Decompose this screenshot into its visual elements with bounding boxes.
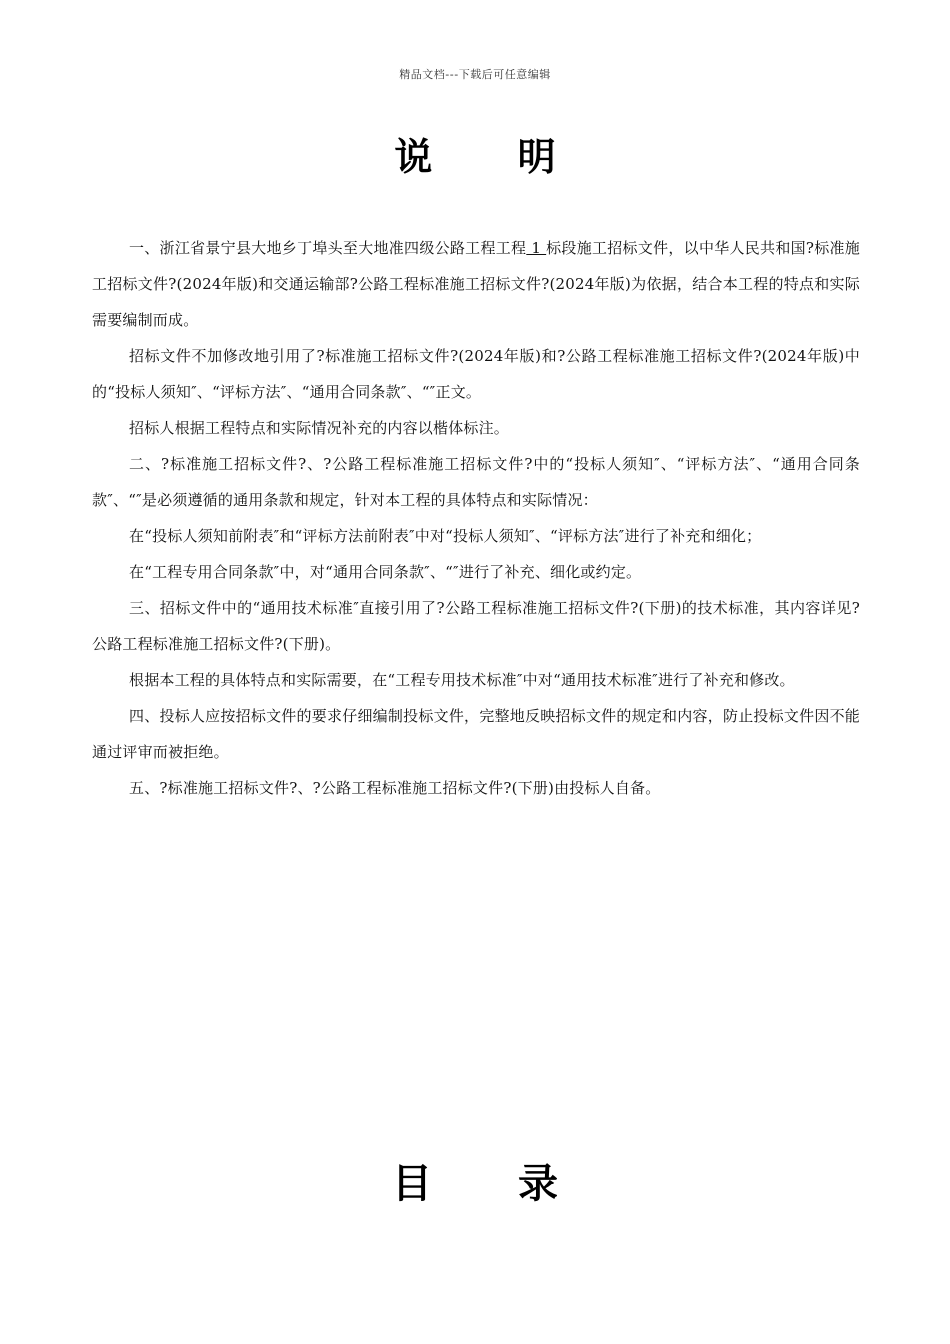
toc-title: 目 录 <box>392 1161 594 1207</box>
paragraph-1-text-a: 一、浙江省景宁县大地乡丁埠头至大地准四级公路工程工程 <box>129 239 527 257</box>
paragraph-1-section-number: 1 <box>526 239 547 257</box>
paragraph-8: 根据本工程的具体特点和实际需要，在“工程专用技术标准″中对“通用技术标准″进行了补充和修改。 <box>129 671 795 689</box>
paragraph-2: 招标文件不加修改地引用了?标准施工招标文件?(2024年版)和?公路工程标准施工招标文件?(2024年版)中的“投标人须知″、“评标方法″、“通用合同条款″、“″正文。 <box>92 347 860 401</box>
paragraph-9: 四、投标人应按招标文件的要求仔细编制投标文件，完整地反映招标文件的规定和内容，防止投标文件因不能通过评审而被拒绝。 <box>92 707 860 761</box>
paragraph-7: 三、招标文件中的“通用技术标准″直接引用了?公路工程标准施工招标文件?(下册)的技术标准，其内容详见?公路工程标准施工招标文件?(下册)。 <box>92 599 860 653</box>
paragraph-1-text-b: 标段施工招标文件，以中华人民共和国?标准施工招标文件?(2024年版)和交通运输部?公路工程标准施工招标文件?(2024年版)为依据，结合本工程的特点和实际需要编制而成。 <box>92 239 860 329</box>
paragraph-10: 五、?标准施工招标文件?、?公路工程标准施工招标文件?(下册)由投标人自备。 <box>129 779 661 797</box>
paragraph-4: 二、?标准施工招标文件?、?公路工程标准施工招标文件?中的“投标人须知″、“评标方法″、“通用合同条款″、“″是必须遵循的通用条款和规定，针对本工程的具体特点和实际情况： <box>92 455 860 509</box>
paragraph-1 <box>92 230 860 338</box>
page-title: 说 明 <box>394 135 592 179</box>
header-watermark: 精品文档---下载后可任意编辑 <box>399 68 551 81</box>
paragraph-5: 在“投标人须知前附表″和“评标方法前附表″中对“投标人须知″、“评标方法″进行了补充和细化； <box>129 527 762 545</box>
paragraph-3: 招标人根据工程特点和实际情况补充的内容以楷体标注。 <box>129 419 510 437</box>
paragraph-6: 在“工程专用合同条款″中，对“通用合同条款″、“″进行了补充、细化或约定。 <box>129 563 642 581</box>
body-text <box>92 230 860 806</box>
